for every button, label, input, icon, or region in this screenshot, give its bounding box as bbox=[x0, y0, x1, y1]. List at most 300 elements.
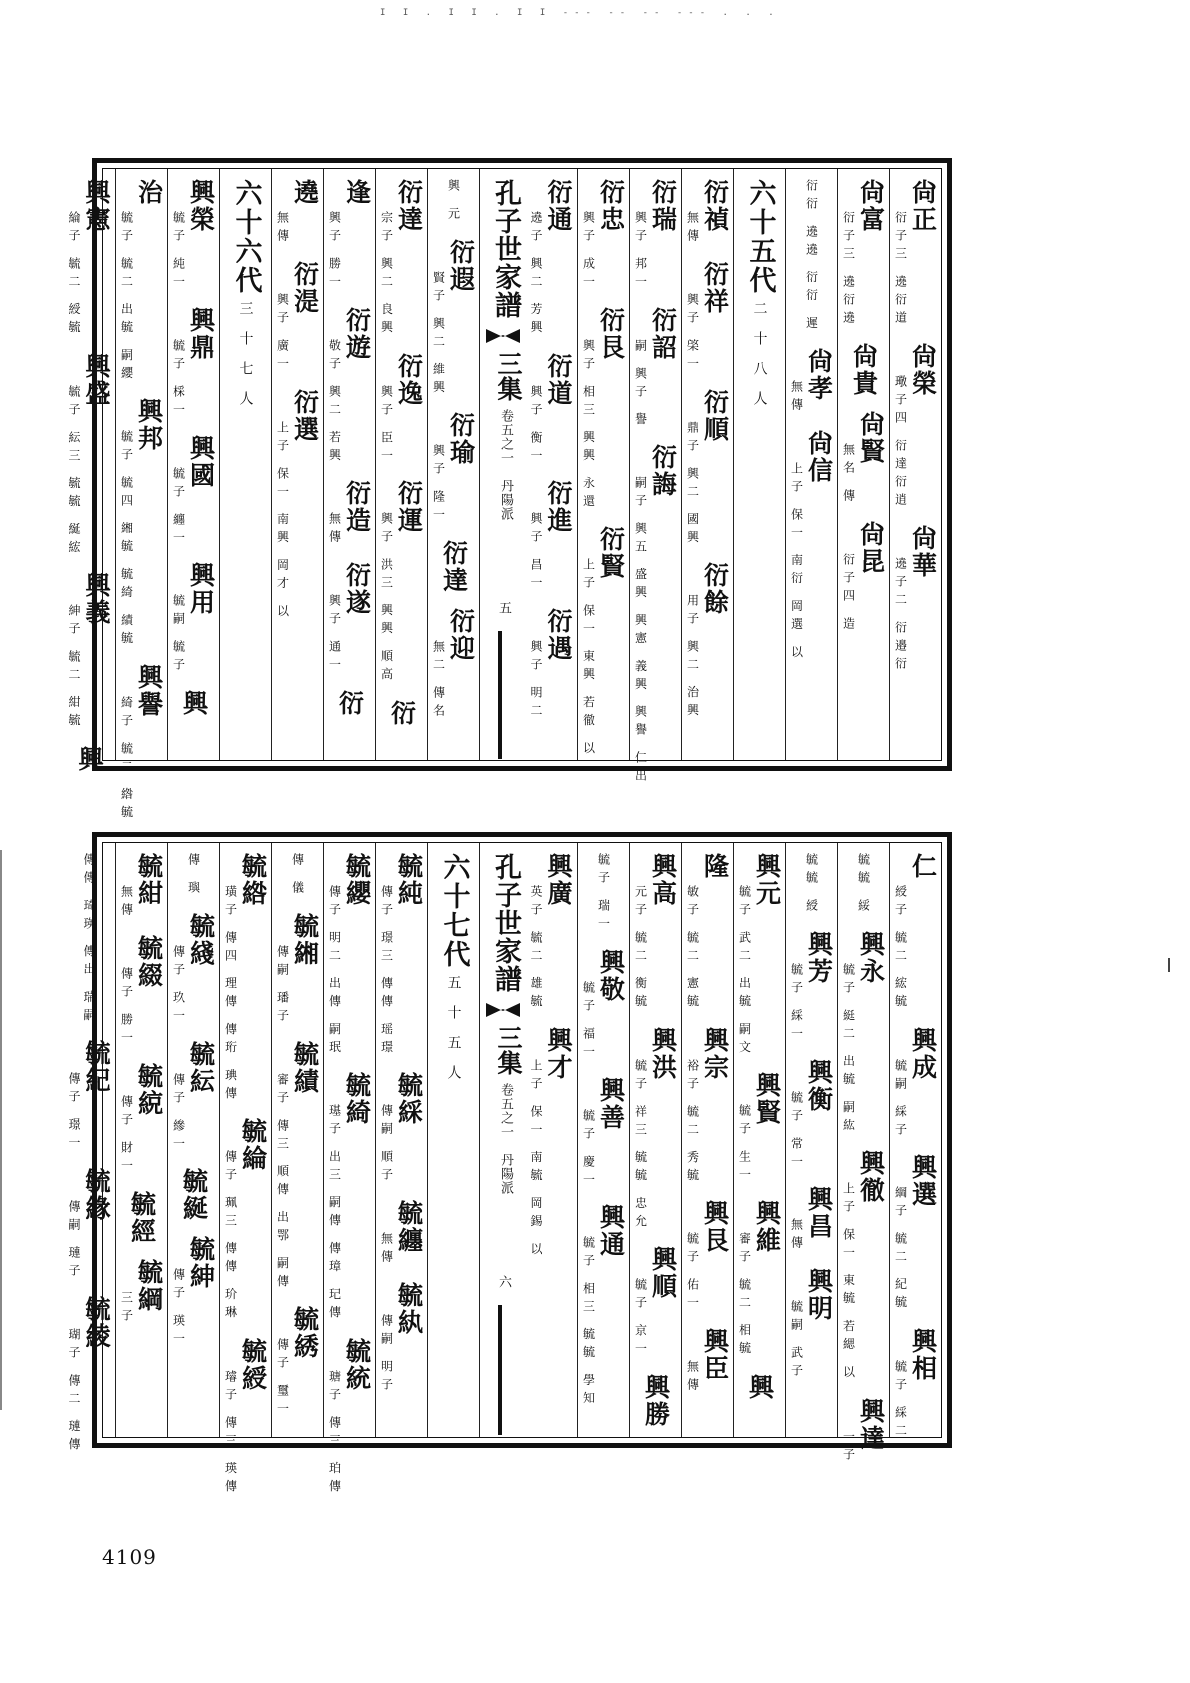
person-name: 衍詔 bbox=[648, 306, 678, 361]
person-annotation: 興子 明二 bbox=[529, 640, 543, 723]
register-column bbox=[271, 169, 323, 760]
person-annotation: 傳子 縿一 bbox=[171, 1072, 186, 1155]
person-annotation: 衍子三 遶衍遶 bbox=[841, 211, 856, 329]
person-entry bbox=[529, 608, 573, 722]
person-entry bbox=[291, 853, 305, 899]
person-annotation: 興子 通一 bbox=[327, 594, 342, 677]
person-annotation: 毓子 纏一 bbox=[171, 466, 186, 549]
person-entry bbox=[67, 179, 111, 339]
person-name: 毓綵 bbox=[394, 1072, 424, 1127]
person-entry bbox=[328, 1072, 372, 1323]
person-entry bbox=[67, 1040, 111, 1154]
person-name: 衍通 bbox=[544, 179, 573, 233]
person-annotation: 傳 儀 bbox=[290, 853, 305, 899]
person-annotation: 傳子 瑛一 bbox=[171, 1268, 186, 1351]
person-entry bbox=[529, 853, 573, 1013]
person-name: 毓紳 bbox=[186, 1236, 216, 1291]
person-annotation: 興子 棨一 bbox=[685, 293, 700, 375]
person-annotation: 毓子 武二 出毓 嗣文 bbox=[737, 885, 752, 1059]
person-annotation: 毓子 棌一 bbox=[171, 338, 186, 421]
person-annotation: 毓嗣 綵子 bbox=[893, 1058, 908, 1141]
register-column bbox=[629, 169, 681, 788]
right-columns bbox=[525, 843, 941, 1466]
person-name: 興榮 bbox=[186, 179, 216, 233]
person-entry bbox=[120, 398, 164, 649]
person-entry bbox=[529, 480, 573, 594]
register-column bbox=[271, 843, 323, 1437]
person-entry bbox=[276, 913, 320, 1027]
person-entry bbox=[439, 540, 469, 594]
person-annotation: 璂子 出三 嗣傳 傳璋 玘傳 bbox=[327, 1104, 342, 1324]
person-entry bbox=[67, 1168, 111, 1282]
person-entry bbox=[857, 853, 871, 917]
person-annotation: 毓嗣 武子 bbox=[789, 1300, 804, 1383]
person-name: 興義 bbox=[82, 572, 111, 627]
person-entry bbox=[380, 353, 424, 467]
person-name: 興明 bbox=[804, 1268, 834, 1323]
register-column bbox=[889, 169, 941, 760]
person-annotation: 瑭子 傳三 珀傳 bbox=[327, 1369, 342, 1498]
person-name: 仁 bbox=[908, 853, 938, 880]
person-annotation: 毓子 生一 bbox=[737, 1104, 752, 1187]
person-entry bbox=[224, 1338, 268, 1498]
person-entry bbox=[380, 480, 424, 685]
person-annotation: 興 元 bbox=[446, 179, 461, 225]
person-name: 衍運 bbox=[394, 480, 424, 535]
person-annotation: 無傳 bbox=[685, 1360, 700, 1397]
person-annotation: 衍子四 造 bbox=[841, 552, 856, 635]
person-entry bbox=[82, 853, 96, 1026]
person-annotation: 傳子 璟一 bbox=[67, 1072, 81, 1155]
person-annotation: 毓子 京一 bbox=[633, 1278, 648, 1360]
person-entry bbox=[894, 1328, 938, 1442]
person-entry bbox=[686, 562, 730, 722]
person-entry bbox=[634, 179, 678, 293]
register-column bbox=[167, 169, 219, 760]
person-annotation: 英子 毓二 雄毓 bbox=[529, 885, 543, 1013]
person-annotation: 傳嗣 明子 bbox=[379, 1314, 394, 1397]
person-entry bbox=[224, 853, 268, 1104]
generation-title: 六十六代 bbox=[230, 179, 262, 295]
person-entry bbox=[842, 931, 886, 1136]
person-name: 隆 bbox=[700, 853, 730, 880]
person-name: 衍逸 bbox=[394, 352, 424, 407]
person-name: 衍忠 bbox=[596, 179, 626, 233]
person-name: 衍 bbox=[387, 699, 417, 727]
person-name: 毓纓 bbox=[342, 853, 372, 907]
person-annotation: 毓子 紜三 毓毓 綖綋 bbox=[67, 384, 81, 559]
person-entry bbox=[842, 521, 886, 635]
person-annotation: 綸子 毓二 綬毓 bbox=[67, 211, 81, 339]
person-entry bbox=[529, 179, 573, 339]
person-entry bbox=[380, 853, 424, 1058]
person-name: 衍賢 bbox=[596, 526, 626, 581]
person-entry bbox=[634, 853, 678, 1013]
generation-heading bbox=[439, 853, 469, 1095]
person-entry bbox=[686, 1200, 730, 1314]
person-entry bbox=[686, 1328, 730, 1396]
person-name: 興相 bbox=[908, 1328, 938, 1383]
person-entry bbox=[805, 853, 819, 917]
person-entry bbox=[790, 348, 834, 416]
person-annotation: 無傳 bbox=[327, 512, 342, 549]
person-annotation: 宗子 興二 良興 bbox=[379, 211, 394, 339]
person-annotation: 毓子 相三 毓毓 學知 bbox=[581, 1236, 596, 1410]
left-columns bbox=[63, 169, 479, 824]
person-entry bbox=[738, 1072, 782, 1186]
person-annotation: 興子 衡一 bbox=[529, 384, 543, 467]
person-name: 興善 bbox=[596, 1076, 626, 1131]
person-annotation: 紳子 毓二 紺毓 bbox=[67, 604, 81, 732]
register-column bbox=[785, 843, 837, 1437]
volume-label: 卷五之一 丹陽派 bbox=[498, 409, 513, 521]
person-annotation: 傳傳 琦瑛 傳出 瑞嗣 bbox=[82, 853, 96, 1027]
person-annotation: 遶子二 衍邉衍 bbox=[893, 556, 908, 675]
person-name: 毓綖 bbox=[179, 1168, 209, 1223]
person-annotation: 無傳 bbox=[119, 885, 134, 921]
person-name: 衍誨 bbox=[648, 444, 678, 499]
person-name: 尙昆 bbox=[856, 520, 886, 575]
person-annotation: 璥子四 衍達衍逍 bbox=[893, 374, 908, 511]
person-name: 毓綫 bbox=[186, 912, 216, 967]
person-annotation: 毓子 祥三 毓毓 忠允 bbox=[633, 1058, 648, 1233]
person-name: 興通 bbox=[596, 1204, 626, 1259]
register-column bbox=[323, 843, 375, 1498]
person-name: 衍順 bbox=[700, 388, 730, 443]
register-column bbox=[115, 169, 167, 824]
person-annotation: 衍子三 遶衍道 bbox=[893, 211, 908, 329]
person-name: 尙富 bbox=[856, 179, 886, 233]
register-column bbox=[63, 843, 115, 1456]
generation-heading bbox=[745, 179, 775, 421]
person-annotation: 綱子 毓二 紀毓 bbox=[893, 1186, 908, 1315]
person-name: 衍禎 bbox=[700, 179, 730, 233]
person-name: 毓紀 bbox=[82, 1040, 111, 1095]
person-annotation: 毓子 綵二 bbox=[893, 1360, 908, 1442]
person-name: 興宗 bbox=[700, 1026, 730, 1081]
person-name: 興盛 bbox=[82, 352, 111, 407]
person-name: 尙賢 bbox=[856, 410, 886, 465]
register-column bbox=[323, 169, 375, 760]
person-name: 治 bbox=[134, 179, 164, 206]
person-entry bbox=[179, 1168, 209, 1222]
person-annotation: 興子 邦一 bbox=[633, 211, 648, 293]
person-annotation: 上子 保一 南興 岡才 以 bbox=[275, 420, 290, 623]
person-entry bbox=[634, 444, 678, 787]
fish-tail-ornament-icon bbox=[486, 329, 520, 343]
person-name: 興高 bbox=[648, 853, 678, 907]
volume-label: 卷五之一 丹陽派 bbox=[498, 1083, 513, 1195]
person-name: 衍艮 bbox=[596, 306, 626, 361]
person-annotation: 無名 傳 bbox=[841, 442, 856, 507]
person-entry bbox=[529, 353, 573, 467]
person-annotation: 敬子 興二 若興 bbox=[327, 338, 342, 467]
person-annotation: 傳嗣 順子 bbox=[379, 1104, 394, 1187]
person-entry bbox=[335, 690, 365, 722]
person-entry bbox=[328, 307, 372, 467]
person-name: 衍瑜 bbox=[446, 412, 476, 467]
right-columns bbox=[525, 169, 941, 788]
register-column bbox=[63, 169, 115, 773]
person-name: 衍遊 bbox=[342, 306, 372, 361]
person-name: 衍達 bbox=[439, 540, 469, 595]
person-annotation: 興子 臣一 bbox=[379, 384, 394, 467]
left-columns bbox=[63, 843, 479, 1498]
center-spine bbox=[479, 169, 525, 760]
person-entry bbox=[686, 261, 730, 375]
person-entry bbox=[328, 1338, 372, 1498]
person-annotation: 毓子 福一 bbox=[581, 980, 596, 1063]
person-entry bbox=[790, 1059, 834, 1173]
person-entry bbox=[842, 1398, 886, 1466]
person-entry bbox=[432, 239, 476, 399]
person-annotation: 瑚子 傳二 璉傳 bbox=[67, 1328, 81, 1456]
person-name: 毓紈 bbox=[394, 1282, 424, 1337]
person-entry bbox=[894, 525, 938, 675]
person-annotation: 傳子 財一 bbox=[119, 1094, 134, 1177]
person-entry bbox=[127, 1191, 157, 1245]
generation-title: 六十七代 bbox=[438, 853, 470, 969]
person-name: 毓紜 bbox=[186, 1040, 216, 1095]
person-entry bbox=[179, 690, 209, 722]
person-annotation: 毓子 瑞一 bbox=[596, 853, 611, 935]
person-entry bbox=[172, 1041, 216, 1155]
person-entry bbox=[74, 746, 104, 778]
person-entry bbox=[328, 480, 372, 548]
person-annotation: 無傳 bbox=[275, 211, 290, 247]
page-number: 4109 bbox=[102, 1545, 157, 1569]
person-entry bbox=[686, 389, 730, 549]
generation-count: 五十五人 bbox=[445, 975, 462, 1095]
collection-label: 三集 bbox=[494, 1025, 523, 1075]
person-annotation: 興子 成一 bbox=[581, 211, 596, 293]
generation-heading bbox=[231, 179, 261, 421]
person-entry bbox=[67, 572, 111, 732]
person-annotation: 審子 毓二 相毓 bbox=[737, 1232, 752, 1360]
person-name: 興用 bbox=[186, 562, 216, 617]
person-annotation: 用子 興二 治興 bbox=[685, 594, 700, 723]
person-name: 毓綬 bbox=[238, 1337, 268, 1392]
person-entry bbox=[842, 1150, 886, 1383]
person-entry bbox=[67, 353, 111, 558]
collection-label: 三集 bbox=[494, 351, 523, 401]
person-name: 衍選 bbox=[290, 388, 320, 443]
person-name: 興選 bbox=[908, 1154, 938, 1209]
person-annotation: 傳子 璽一 bbox=[275, 1337, 290, 1420]
register-column bbox=[375, 843, 427, 1437]
person-annotation: 遶子 興二 芳興 bbox=[529, 211, 543, 339]
person-annotation: 衍衍 遶遶 衍衍 遲 bbox=[804, 179, 819, 335]
generation-count: 二十八人 bbox=[751, 301, 768, 421]
person-annotation: 傳嗣 璉子 bbox=[67, 1200, 81, 1283]
person-name: 興徹 bbox=[856, 1150, 886, 1205]
person-name: 尙華 bbox=[908, 524, 938, 579]
person-entry bbox=[328, 853, 372, 1058]
person-annotation: 興子 廣一 bbox=[275, 293, 290, 375]
person-entry bbox=[380, 1282, 424, 1396]
register-column bbox=[681, 843, 733, 1437]
person-entry bbox=[634, 1246, 678, 1360]
person-name: 尙榮 bbox=[908, 342, 938, 397]
person-name: 毓纏 bbox=[394, 1200, 424, 1255]
person-entry bbox=[380, 179, 424, 339]
person-name: 毓綹 bbox=[238, 853, 268, 907]
person-annotation: 傳嗣 璠子 bbox=[275, 944, 290, 1027]
person-name: 尙孝 bbox=[804, 348, 834, 403]
person-entry bbox=[842, 411, 886, 507]
register-column bbox=[733, 843, 785, 1437]
person-entry bbox=[172, 1236, 216, 1350]
folio-number: 六 bbox=[496, 1275, 511, 1288]
person-annotation: 傳 璵 bbox=[186, 853, 201, 899]
person-annotation: 上子 保一 東毓 若緦 以 bbox=[841, 1182, 856, 1384]
person-annotation: 興子 隆一 bbox=[431, 444, 446, 527]
person-entry bbox=[686, 853, 730, 1013]
person-annotation: 無二 傳名 bbox=[431, 640, 446, 723]
person-entry bbox=[641, 1374, 671, 1428]
person-annotation: 毓子 毓四 緗毓 毓綺 績毓 bbox=[119, 430, 134, 650]
register-column bbox=[837, 169, 889, 760]
person-entry bbox=[276, 179, 320, 247]
person-entry bbox=[894, 343, 938, 511]
person-name: 興邦 bbox=[134, 398, 164, 453]
person-name: 興國 bbox=[186, 434, 216, 489]
person-name: 興元 bbox=[752, 853, 782, 907]
person-entry bbox=[328, 179, 372, 293]
person-name: 尙正 bbox=[908, 179, 938, 233]
person-annotation: 璿子 傳三 瑛傳 bbox=[223, 1369, 238, 1498]
person-name: 毓綾 bbox=[82, 1296, 111, 1351]
person-entry bbox=[582, 949, 626, 1063]
person-entry bbox=[634, 1027, 678, 1232]
genealogy-page-top bbox=[67, 158, 952, 824]
register-column bbox=[837, 843, 889, 1466]
person-entry bbox=[276, 1041, 320, 1292]
person-annotation: 毓子 純一 bbox=[171, 211, 186, 293]
scan-mark bbox=[1168, 958, 1170, 972]
person-name: 衍遂 bbox=[342, 562, 372, 617]
register-column bbox=[629, 843, 681, 1437]
register-column bbox=[219, 169, 271, 760]
person-entry bbox=[582, 179, 626, 293]
person-name: 興成 bbox=[908, 1026, 938, 1081]
person-name: 衍祥 bbox=[700, 261, 730, 315]
person-entry bbox=[738, 1200, 782, 1360]
person-entry bbox=[582, 1077, 626, 1191]
person-name: 興芳 bbox=[804, 930, 834, 985]
person-entry bbox=[120, 935, 164, 1049]
person-entry bbox=[738, 853, 782, 1058]
person-entry bbox=[790, 1186, 834, 1254]
generation-title: 六十五代 bbox=[744, 179, 776, 295]
scan-artifact-header: I I . I I . I I ‑‑‑ ‑‑ ‑‑ ‑‑‑ . . . bbox=[380, 8, 780, 18]
person-entry bbox=[120, 1259, 164, 1327]
person-name: 興洪 bbox=[648, 1026, 678, 1081]
genealogy-page-bottom bbox=[67, 832, 952, 1498]
person-name: 衍餘 bbox=[700, 562, 730, 617]
person-annotation: 綺子 毓二 綹毓 bbox=[119, 695, 134, 824]
person-name: 興賢 bbox=[752, 1072, 782, 1127]
person-annotation: 毓毓 綏 bbox=[856, 853, 871, 917]
person-entry bbox=[120, 853, 164, 921]
person-annotation: 無傳 bbox=[789, 1218, 804, 1255]
person-name: 興順 bbox=[648, 1246, 678, 1301]
person-entry bbox=[582, 1204, 626, 1409]
person-name: 衍湜 bbox=[290, 261, 320, 315]
person-name: 毓緣 bbox=[82, 1168, 111, 1223]
register-column bbox=[577, 169, 629, 760]
person-entry bbox=[224, 1118, 268, 1323]
person-annotation: 傳子 明二 出傳 嗣珉 bbox=[327, 885, 342, 1059]
person-annotation: 興子 昌一 bbox=[529, 512, 543, 595]
book-title: 孔子世家譜 bbox=[490, 179, 521, 319]
generation-count: 三十七人 bbox=[237, 301, 254, 421]
person-annotation: 毓子 毓二 出毓 嗣纓 bbox=[119, 211, 134, 385]
person-entry bbox=[172, 913, 216, 1027]
person-name: 興 bbox=[745, 1373, 775, 1401]
person-name: 興衡 bbox=[804, 1058, 834, 1113]
register-column bbox=[733, 169, 785, 760]
person-entry bbox=[894, 1027, 938, 1141]
person-entry bbox=[276, 261, 320, 375]
person-entry bbox=[432, 608, 476, 722]
person-annotation: 無傳 bbox=[789, 380, 804, 417]
person-entry bbox=[582, 307, 626, 512]
person-name: 毓純 bbox=[394, 853, 424, 907]
person-entry bbox=[120, 664, 164, 824]
person-entry bbox=[686, 1027, 730, 1187]
person-entry bbox=[67, 1296, 111, 1456]
register-column bbox=[427, 843, 479, 1437]
person-entry bbox=[686, 179, 730, 247]
person-name: 衍 bbox=[335, 690, 365, 718]
person-annotation: 一子 bbox=[841, 1429, 856, 1466]
person-entry bbox=[790, 430, 834, 663]
person-name: 衍造 bbox=[342, 480, 372, 535]
person-name: 毓綱 bbox=[134, 1258, 164, 1313]
person-entry bbox=[842, 179, 886, 329]
person-annotation: 傳子 勝一 bbox=[119, 967, 134, 1049]
person-entry bbox=[790, 1268, 834, 1382]
person-name: 興勝 bbox=[641, 1373, 671, 1428]
person-entry bbox=[447, 179, 461, 225]
person-name: 遶 bbox=[290, 179, 320, 206]
person-name: 興臣 bbox=[700, 1328, 730, 1383]
person-annotation: 敏子 毓二 憲毓 bbox=[685, 885, 700, 1013]
person-annotation: 嗣子 興五 盛興 興憲 義興 興譽 仁出 bbox=[633, 476, 648, 788]
person-name: 毓緗 bbox=[290, 912, 320, 967]
register-column bbox=[219, 843, 271, 1498]
center-spine bbox=[479, 843, 525, 1437]
scan-margin-line bbox=[0, 850, 2, 1410]
person-entry bbox=[120, 1063, 164, 1177]
person-annotation: 元子 毓二 衡毓 bbox=[633, 885, 648, 1013]
fish-tail-ornament-icon bbox=[486, 1003, 520, 1017]
person-name: 毓綺 bbox=[342, 1072, 372, 1127]
person-name: 毓綴 bbox=[134, 935, 164, 989]
person-annotation: 賢子 興二 維興 bbox=[431, 270, 446, 399]
book-title: 孔子世家譜 bbox=[490, 853, 521, 993]
person-name: 興昌 bbox=[804, 1186, 834, 1241]
person-entry bbox=[387, 700, 417, 732]
person-name: 興維 bbox=[752, 1200, 782, 1255]
person-name: 毓綉 bbox=[290, 1305, 320, 1360]
register-column bbox=[115, 843, 167, 1437]
person-entry bbox=[805, 179, 819, 334]
person-annotation: 毓子 慶一 bbox=[581, 1108, 596, 1191]
person-name: 興永 bbox=[856, 930, 886, 985]
person-annotation: 毓子 佑一 bbox=[685, 1232, 700, 1315]
